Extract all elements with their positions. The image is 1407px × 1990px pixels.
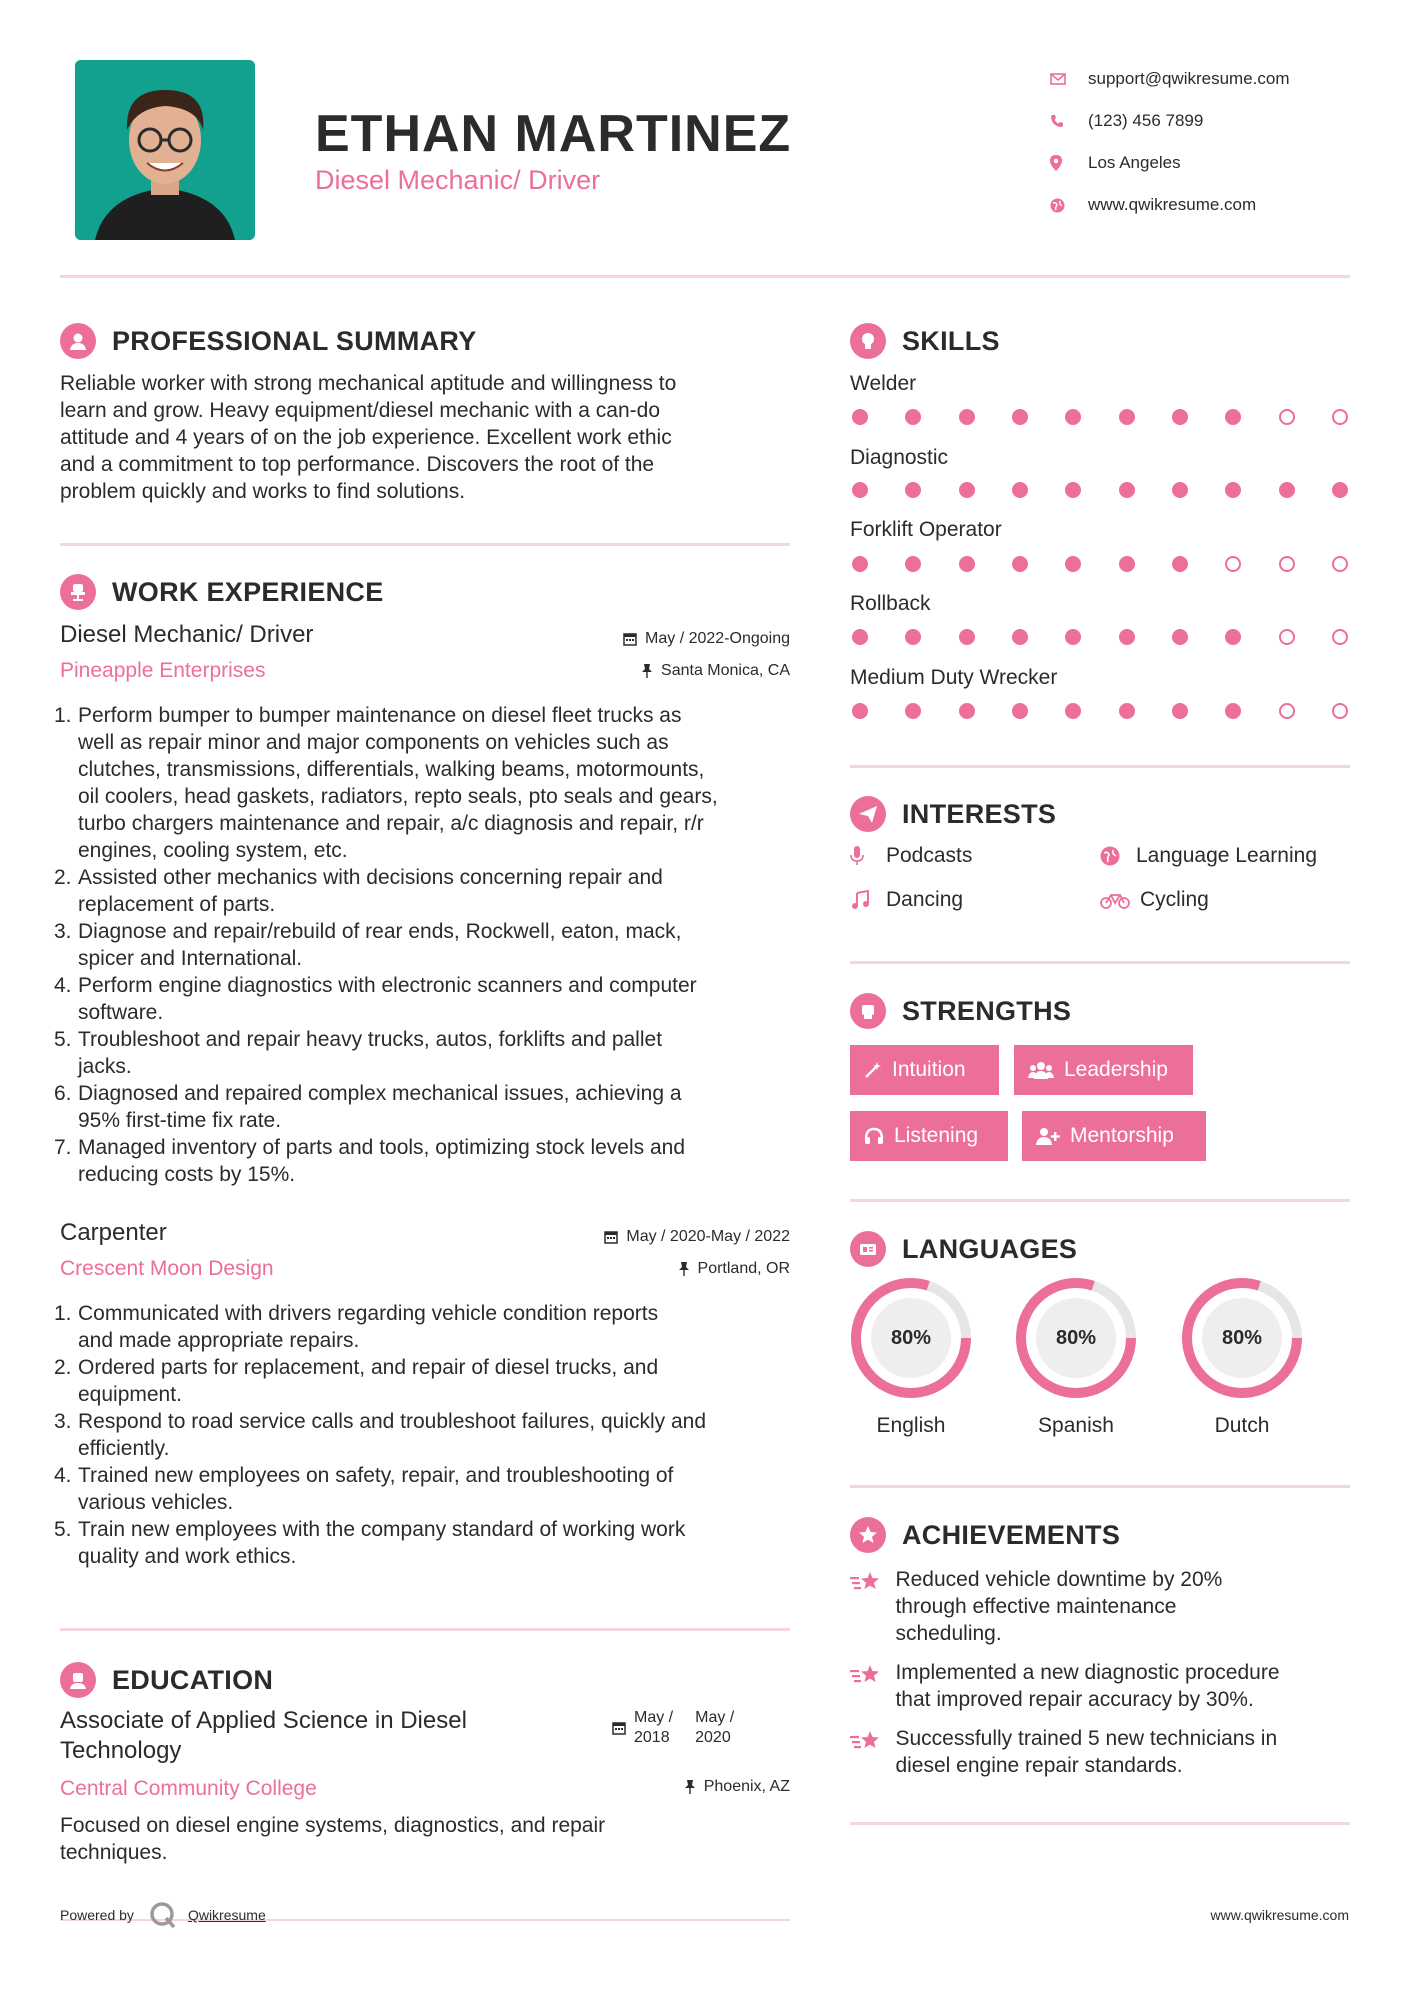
- shooting-star-icon: [850, 1566, 895, 1647]
- rating-dot-filled: [1065, 629, 1081, 645]
- rating-dot-filled: [1225, 629, 1241, 645]
- contact-location: [1050, 142, 1370, 184]
- rating-dot-filled: [1225, 482, 1241, 498]
- skill-rating: [852, 629, 1348, 645]
- rating-dot-filled: [1065, 409, 1081, 425]
- interest-item: [850, 888, 963, 912]
- experience-divider: [60, 1628, 790, 1631]
- interest-label: Language Learning: [1136, 844, 1318, 867]
- summary-line: Reliable worker with strong mechanical aptitude and willingness to: [60, 372, 677, 395]
- contact-website-text: www.qwikresume.com: [1088, 195, 1257, 214]
- rating-dot-filled: [959, 409, 975, 425]
- globe-icon: [1100, 846, 1128, 866]
- rating-dot-filled: [1065, 482, 1081, 498]
- skill-name: Forklift Operator: [850, 518, 1002, 541]
- education-location: Phoenix, AZ: [703, 1778, 790, 1795]
- paper-plane-icon: [850, 796, 886, 832]
- rating-dot-filled: [959, 556, 975, 572]
- magic-wand-icon: [864, 1061, 882, 1079]
- language-name: Dutch: [1214, 1414, 1270, 1437]
- education-location-row: [684, 1778, 790, 1796]
- rating-dot-filled: [1012, 409, 1028, 425]
- pushpin-icon: [684, 1780, 696, 1794]
- rating-dot-filled: [1012, 629, 1028, 645]
- star-badge-icon: [850, 1517, 886, 1553]
- education-degree: Associate of Applied Science in Diesel Technology: [60, 1707, 467, 1764]
- education-end-month: May /: [695, 1709, 735, 1726]
- skill-name: Welder: [850, 372, 917, 395]
- job-company: Pineapple Enterprises: [60, 659, 266, 682]
- duty-item: 1. Communicated with drivers regarding vehicle condition reports and made appropriate repairs.: [54, 1302, 659, 1352]
- job-dates: May / 2020-May / 2022: [626, 1228, 790, 1245]
- strengths-divider: [850, 1199, 1350, 1202]
- contact-location-text: Los Angeles: [1088, 153, 1181, 172]
- contact-email-text: support@qwikresume.com: [1088, 69, 1290, 88]
- summary-text: [60, 370, 790, 505]
- language-progress-ring: [1014, 1276, 1138, 1400]
- pushpin-icon: [641, 664, 653, 678]
- rating-dot-empty: [1279, 703, 1295, 719]
- language-progress-ring: [849, 1276, 973, 1400]
- skill-rating: [852, 556, 1348, 572]
- strengths-title: STRENGTHS: [902, 995, 1072, 1026]
- strength-chip: [1022, 1111, 1206, 1161]
- candidate-role: Diesel Mechanic/ Driver: [315, 165, 601, 195]
- rating-dot-empty: [1332, 556, 1348, 572]
- lightbulb-icon: [850, 323, 886, 359]
- rating-dot-filled: [959, 629, 975, 645]
- calendar-icon: [623, 632, 637, 646]
- summary-heading: [60, 323, 477, 359]
- candidate-name: ETHAN MARTINEZ: [315, 105, 792, 163]
- phone-icon: [1050, 114, 1088, 128]
- user-circle-icon: [60, 323, 96, 359]
- job-location: Portland, OR: [697, 1260, 790, 1277]
- rating-dot-empty: [1279, 409, 1295, 425]
- microphone-icon: [850, 846, 878, 866]
- rating-dot-filled: [1012, 556, 1028, 572]
- rating-dot-empty: [1332, 703, 1348, 719]
- education-end-year: 2020: [695, 1729, 731, 1746]
- rating-dot-filled: [1172, 482, 1188, 498]
- education-start-month: May /: [634, 1709, 674, 1726]
- duty-item: 3. Respond to road service calls and troubleshoot failures, quickly and efficiently.: [54, 1410, 707, 1460]
- job-duties-list: [54, 702, 793, 1188]
- language-percent: 80%: [890, 1326, 932, 1349]
- language-name: English: [876, 1414, 946, 1437]
- calendar-icon: [612, 1721, 626, 1735]
- education-school: Central Community College: [60, 1777, 317, 1800]
- job-title: Diesel Mechanic/ Driver: [60, 621, 314, 648]
- rating-dot-filled: [1119, 703, 1135, 719]
- summary-title: PROFESSIONAL SUMMARY: [112, 325, 477, 356]
- rating-dot-filled: [1172, 703, 1188, 719]
- calendar-icon: [604, 1230, 618, 1244]
- job-duties-list: [54, 1300, 793, 1570]
- skill-name: Diagnostic: [850, 446, 949, 469]
- skill-rating: [852, 409, 1348, 425]
- summary-line: attitude and 4 years of on the job experience. Excellent work ethic: [60, 426, 672, 449]
- rating-dot-empty: [1225, 556, 1241, 572]
- graduate-icon: [60, 1662, 96, 1698]
- achievement-item: [850, 1659, 1350, 1713]
- achievement-text: Implemented a new diagnostic procedure that improved repair accuracy by 30%.: [895, 1661, 1280, 1711]
- qwikresume-logo-icon: [148, 1900, 178, 1930]
- language-item: [1014, 1276, 1138, 1438]
- rating-dot-empty: [1279, 556, 1295, 572]
- fist-icon: [850, 993, 886, 1029]
- rating-dot-filled: [852, 409, 868, 425]
- header-divider: [60, 275, 1350, 278]
- footer-powered-by: [60, 1900, 266, 1930]
- duty-item: 7. Managed inventory of parts and tools, optimizing stock levels and reducing costs by 15%.: [54, 1136, 686, 1186]
- rating-dot-filled: [905, 409, 921, 425]
- interests-divider: [850, 961, 1350, 964]
- rating-dot-filled: [1225, 409, 1241, 425]
- skill-rating: [852, 482, 1348, 498]
- rating-dot-filled: [1119, 629, 1135, 645]
- education-dates: [612, 1708, 734, 1748]
- rating-dot-empty: [1279, 629, 1295, 645]
- job-meta: [623, 623, 790, 687]
- pushpin-icon: [678, 1262, 690, 1276]
- shooting-star-icon: [850, 1725, 895, 1779]
- rating-dot-filled: [1279, 482, 1295, 498]
- skills-title: SKILLS: [902, 325, 1000, 356]
- education-title: EDUCATION: [112, 1664, 274, 1695]
- rating-dot-filled: [852, 703, 868, 719]
- education-start-year: 2018: [634, 1729, 670, 1746]
- interests-heading: [850, 796, 1056, 832]
- rating-dot-filled: [1012, 703, 1028, 719]
- language-percent: 80%: [1221, 1326, 1263, 1349]
- music-icon: [850, 890, 878, 910]
- user-plus-icon: [1036, 1127, 1060, 1145]
- skill-name: Medium Duty Wrecker: [850, 666, 1058, 689]
- rating-dot-filled: [1172, 409, 1188, 425]
- contact-phone-text: (123) 456 7899: [1088, 111, 1204, 130]
- rating-dot-filled: [1065, 703, 1081, 719]
- duty-item: 2. Ordered parts for replacement, and repair of diesel trucks, and equipment.: [54, 1356, 659, 1406]
- interests-title: INTERESTS: [902, 798, 1057, 829]
- rating-dot-filled: [1012, 482, 1028, 498]
- education-description: Focused on diesel engine systems, diagnostics, and repair techniques.: [60, 1814, 606, 1864]
- achievements-divider: [850, 1822, 1350, 1825]
- duty-item: 2. Assisted other mechanics with decisions concerning repair and replacement of parts.: [54, 866, 663, 916]
- rating-dot-filled: [1119, 409, 1135, 425]
- bicycle-icon: [1100, 891, 1132, 909]
- achievement-text: Successfully trained 5 new technicians in diesel engine repair standards.: [895, 1727, 1278, 1777]
- languages-divider: [850, 1485, 1350, 1488]
- interest-label: Dancing: [886, 888, 964, 911]
- achievement-text: Reduced vehicle downtime by 20% through effective maintenance scheduling.: [895, 1568, 1223, 1645]
- rating-dot-filled: [959, 703, 975, 719]
- contact-block: [1050, 58, 1370, 226]
- powered-by-text: Powered by: [60, 1907, 134, 1923]
- achievements-heading: [850, 1517, 1120, 1553]
- profile-photo: [75, 60, 255, 240]
- strength-label: Leadership: [1064, 1058, 1168, 1081]
- strengths-heading: [850, 993, 1071, 1029]
- rating-dot-filled: [1332, 482, 1348, 498]
- languages-heading: [850, 1231, 1077, 1267]
- education-heading: [60, 1662, 273, 1698]
- strength-label: Listening: [894, 1124, 979, 1147]
- language-card-icon: [850, 1231, 886, 1267]
- rating-dot-filled: [905, 629, 921, 645]
- language-name: Spanish: [1038, 1414, 1114, 1437]
- language-item: [849, 1276, 973, 1438]
- job-dates: May / 2022-Ongoing: [645, 630, 790, 647]
- summary-line: learn and grow. Heavy equipment/diesel mechanic with a can-do: [60, 399, 661, 422]
- contact-phone[interactable]: [1050, 100, 1370, 142]
- skill-rating: [852, 703, 1348, 719]
- users-icon: [1028, 1061, 1054, 1079]
- rating-dot-filled: [852, 556, 868, 572]
- strength-chip: [850, 1111, 1008, 1161]
- map-pin-icon: [1050, 155, 1088, 171]
- language-progress-ring: [1180, 1276, 1304, 1400]
- skills-heading: [850, 323, 1000, 359]
- duty-item: 4. Trained new employees on safety, repair, and troubleshooting of various vehicles.: [54, 1464, 674, 1514]
- interest-item: [850, 844, 972, 868]
- duty-item: 1. Perform bumper to bumper maintenance on diesel fleet trucks as well as repair minor and major components on vehicles such as clutches, transmissions, differentials, walking beams, motormounts, oil coolers, head gaskets, radiators, repto seals, pto seals and gears, turbo chargers maintenance and repair, a/c diagnosis and repair, r/r engines, cooling system, etc.: [54, 704, 718, 862]
- achievement-item: [850, 1566, 1350, 1647]
- envelope-icon: [1050, 73, 1088, 85]
- rating-dot-filled: [1119, 482, 1135, 498]
- duty-item: 5. Troubleshoot and repair heavy trucks, autos, forklifts and pallet jacks.: [54, 1028, 663, 1078]
- job-company: Crescent Moon Design: [60, 1257, 274, 1280]
- rating-dot-filled: [1119, 556, 1135, 572]
- rating-dot-filled: [852, 629, 868, 645]
- rating-dot-filled: [1065, 556, 1081, 572]
- rating-dot-filled: [905, 703, 921, 719]
- summary-line: problem quickly and works to find solutions.: [60, 480, 466, 503]
- experience-title: WORK EXPERIENCE: [112, 576, 384, 607]
- languages-title: LANGUAGES: [902, 1233, 1078, 1264]
- language-percent: 80%: [1055, 1326, 1097, 1349]
- duty-item: 3. Diagnose and repair/rebuild of rear ends, Rockwell, eaton, mack, spicer and International.: [54, 920, 682, 970]
- job-meta: [604, 1221, 790, 1285]
- job-entry: [60, 621, 790, 683]
- achievements-title: ACHIEVEMENTS: [902, 1519, 1121, 1550]
- shooting-star-icon: [850, 1659, 895, 1713]
- rating-dot-filled: [852, 482, 868, 498]
- interest-label: Cycling: [1140, 888, 1209, 911]
- strength-chip: [1014, 1045, 1193, 1095]
- skills-divider: [850, 765, 1350, 768]
- headphones-icon: [864, 1127, 884, 1145]
- contact-email[interactable]: [1050, 58, 1370, 100]
- achievement-item: [850, 1725, 1350, 1779]
- skill-name: Rollback: [850, 592, 931, 615]
- strength-label: Intuition: [892, 1058, 966, 1081]
- rating-dot-filled: [959, 482, 975, 498]
- duty-item: 5. Train new employees with the company standard of working work quality and work ethics.: [54, 1518, 686, 1568]
- summary-line: and a commitment to top performance. Discovers the root of the: [60, 453, 655, 476]
- summary-divider: [60, 543, 790, 546]
- duty-item: 4. Perform engine diagnostics with electronic scanners and computer software.: [54, 974, 697, 1024]
- globe-icon: [1050, 198, 1088, 213]
- contact-website[interactable]: [1050, 184, 1370, 226]
- job-location: Santa Monica, CA: [661, 662, 790, 679]
- interest-item: [1100, 844, 1317, 868]
- interest-label: Podcasts: [886, 844, 973, 867]
- job-title: Carpenter: [60, 1219, 167, 1246]
- rating-dot-filled: [905, 556, 921, 572]
- rating-dot-filled: [1225, 703, 1241, 719]
- rating-dot-empty: [1332, 409, 1348, 425]
- duty-item: 6. Diagnosed and repaired complex mechanical issues, achieving a 95% first-time fix rate.: [54, 1082, 682, 1132]
- rating-dot-empty: [1332, 629, 1348, 645]
- rating-dot-filled: [905, 482, 921, 498]
- experience-heading: [60, 574, 384, 610]
- rating-dot-filled: [1172, 629, 1188, 645]
- strength-label: Mentorship: [1070, 1124, 1174, 1147]
- strength-chip: [850, 1045, 999, 1095]
- rating-dot-filled: [1172, 556, 1188, 572]
- briefcase-chair-icon: [60, 574, 96, 610]
- qwikresume-link[interactable]: Qwikresume: [187, 1907, 266, 1923]
- language-item: [1180, 1276, 1304, 1438]
- interest-item: [1100, 888, 1209, 912]
- footer-website[interactable]: www.qwikresume.com: [1210, 1907, 1349, 1923]
- job-entry: [60, 1219, 790, 1281]
